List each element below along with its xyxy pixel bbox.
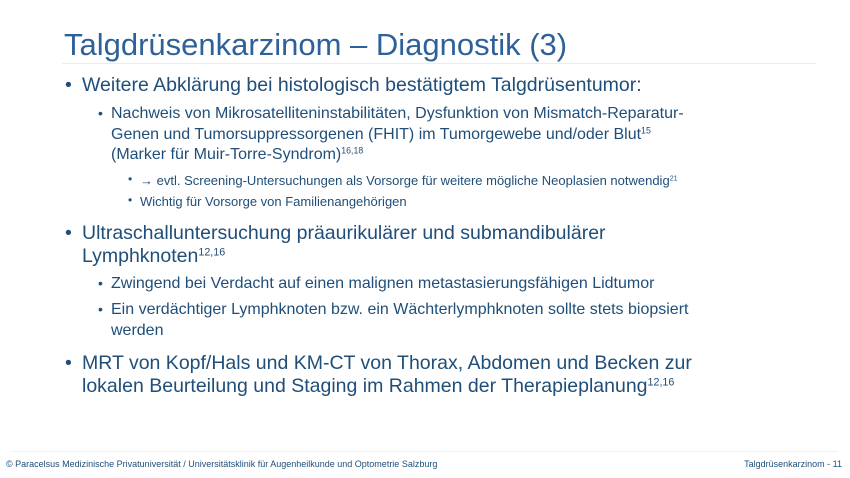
bullet-dot: • [65, 74, 72, 96]
footer-copyright: © Paracelsus Medizinische Privatuniversität / Universitätsklinik für Augenheilkunde und Optometrie Salzburg [6, 459, 438, 469]
bullet-1-1-1-text: → evtl. Screening-Untersuchungen als Vorsorge für weitere mögliche Neoplasien notwendig [140, 173, 670, 188]
bullet-1-1-line-2-text: Genen und Tumorsuppressorgenen (FHIT) im Tumorgewebe und/oder Blut [111, 125, 642, 143]
bullet-1-1-line-3 [111, 145, 684, 166]
bullet-2-line-2-text: Lymphknoten [82, 245, 199, 267]
bullet-2-2-line-1: Ein verdächtiger Lymphknoten bzw. ein Wächterlymphknoten sollte stets biopsiert [111, 301, 689, 318]
bullet-2-2-line-2: werden [111, 321, 164, 339]
bullet-1 [65, 74, 642, 97]
title-divider [62, 63, 816, 64]
bullet-1-text: Weitere Abklärung bei histologisch bestätigtem Talgdrüsentumor: [82, 74, 642, 96]
bullet-1-1-1 [128, 172, 678, 189]
bullet-1-1 [98, 104, 684, 166]
bullet-2-1-text: Zwingend bei Verdacht auf einen malignen metastasierungsfähigen Lidtumor [111, 275, 655, 292]
bullet-dot: • [128, 193, 133, 207]
bullet-3 [65, 352, 692, 398]
footer-divider [12, 451, 838, 452]
slide-title: Talgdrüsenkarzinom – Diagnostik (3) [64, 27, 568, 62]
bullet-dot: • [98, 275, 103, 291]
bullet-1-1-line-1: Nachweis von Mikrosatelliteninstabilitäten, Dysfunktion von Mismatch-Reparatur- [111, 105, 684, 122]
reference-12-16: 12,16 [198, 246, 226, 259]
bullet-2-2 [98, 300, 689, 341]
bullet-3-line-2 [82, 375, 692, 398]
bullet-dot: • [65, 352, 72, 374]
reference-21: 21 [669, 174, 678, 183]
reference-16-18: 16,18 [341, 145, 364, 156]
bullet-2-line-1: Ultraschalluntersuchung präaurikulärer und submandibulärer [82, 222, 606, 244]
footer-page-label: Talgdrüsenkarzinom - 11 [744, 459, 842, 469]
bullet-3-line-2-text: lokalen Beurteilung und Staging im Rahmen der Therapieplanung [82, 375, 648, 397]
bullet-dot: • [65, 222, 72, 244]
reference-12-16-b: 12,16 [647, 376, 675, 389]
bullet-1-1-2 [128, 193, 407, 210]
bullet-1-1-line-2 [111, 125, 684, 146]
reference-15: 15 [641, 125, 651, 136]
bullet-dot: • [128, 172, 133, 186]
bullet-1-1-line-3-text: (Marker für Muir-Torre-Syndrom) [111, 146, 342, 163]
bullet-1-1-2-text: Wichtig für Vorsorge von Familienangehörigen [140, 194, 407, 209]
bullet-2-1 [98, 274, 655, 295]
bullet-2 [65, 222, 606, 268]
bullet-2-line-2 [82, 245, 606, 268]
bullet-dot: • [98, 301, 103, 317]
bullet-3-line-1: MRT von Kopf/Hals und KM-CT von Thorax, Abdomen und Becken zur [82, 352, 692, 374]
bullet-dot: • [98, 105, 103, 121]
